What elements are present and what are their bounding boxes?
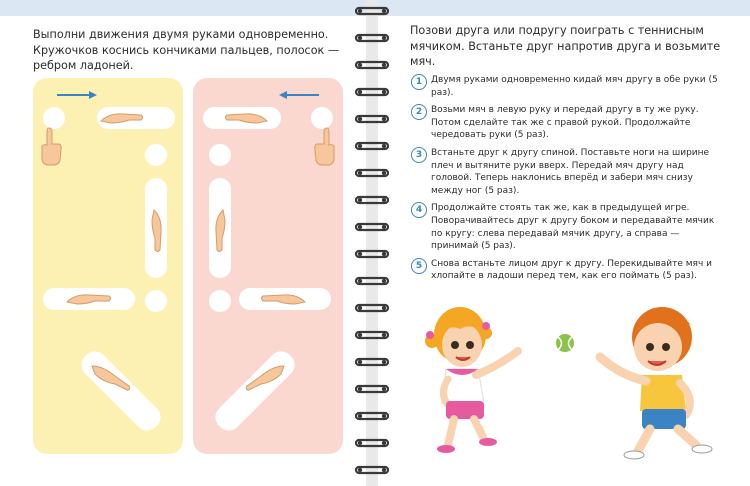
top-band: [378, 0, 750, 16]
palm-hand-icon: [223, 111, 269, 125]
arrow-right-icon: [55, 90, 99, 100]
touch-circle: [145, 144, 167, 166]
binding-ring: [352, 463, 392, 477]
binding-ring: [352, 355, 392, 369]
binding-ring: [352, 436, 392, 450]
exercise-panel-left: [33, 78, 183, 454]
step-number-badge: 4: [411, 202, 427, 218]
list-item: [411, 74, 721, 99]
step-text: Продолжайте стоять так же, как в предыдущей игре. Поворачивайтесь друг к другу боком и передавайте мячик по кругу: слева передавай мячик другу, а справа — принимай (5 раз).: [431, 203, 715, 252]
list-item: [411, 147, 721, 197]
palm-hand-icon: [259, 292, 309, 306]
binding-ring: [352, 31, 392, 45]
left-instructions: Выполни движения двумя руками одновременно. Кружочков коснись кончиками пальцев, полосок — ребром ладоней.: [33, 28, 340, 72]
binding-ring: [352, 220, 392, 234]
tennis-ball-icon: [556, 334, 574, 352]
game-steps-list: [411, 74, 721, 288]
right-instructions: Позови друга или подругу поиграть с теннисным мячиком. Встаньте друг напротив друга и возьмите мяч.: [410, 24, 721, 68]
binding-ring: [352, 409, 392, 423]
binding-ring: [352, 328, 392, 342]
step-text: Возьми мяч в левую руку и передай другу в ту же руку. Потом сделайте так же с правой рукой. Продолжайте чередовать руки (5 раз).: [431, 105, 699, 141]
kids-playing-catch-illustration: [410, 295, 740, 475]
step-number-badge: 2: [411, 104, 427, 120]
binding-ring: [352, 58, 392, 72]
finger-hand-icon: [313, 126, 337, 166]
list-item: [411, 104, 721, 142]
binding-ring: [352, 4, 392, 18]
binding-ring: [352, 193, 392, 207]
binding-ring: [352, 382, 392, 396]
palm-hand-icon: [150, 208, 164, 252]
touch-circle: [209, 144, 231, 166]
palm-hand-icon: [243, 362, 287, 392]
step-text: Встаньте друг к другу спиной. Поставьте ноги на ширине плеч и вытяните руки вверх. Передай мяч другу над головой. Теперь наклонись вперёд и забери мяч снизу между ног (5 раз).: [431, 147, 710, 196]
palm-hand-icon: [213, 208, 227, 252]
list-item: [411, 202, 721, 252]
binding-ring: [352, 139, 392, 153]
finger-hand-icon: [39, 126, 63, 166]
step-number-badge: 3: [411, 147, 427, 163]
girl-illustration: [425, 307, 518, 453]
binding-ring: [352, 247, 392, 261]
binding-ring: [352, 274, 392, 288]
touch-circle: [145, 290, 167, 312]
boy-illustration: [600, 307, 712, 459]
top-band: [0, 0, 366, 16]
palm-hand-icon: [99, 111, 145, 125]
arrow-left-icon: [277, 90, 321, 100]
step-text: Снова встаньте лицом друг к другу. Перекидывайте мяч и хлопайте в ладоши перед тем, как его поймать (5 раз).: [431, 258, 712, 282]
touch-circle: [209, 290, 231, 312]
binding-ring: [352, 301, 392, 315]
list-item: [411, 258, 721, 283]
binding-ring: [352, 112, 392, 126]
step-text: Двумя руками одновременно кидай мяч другу в обе руки (5 раз).: [431, 75, 718, 98]
binding-ring: [352, 166, 392, 180]
step-number-badge: 1: [411, 74, 427, 90]
palm-hand-icon: [63, 292, 113, 306]
palm-hand-icon: [89, 362, 133, 392]
step-number-badge: 5: [411, 258, 427, 274]
exercise-panel-right: [193, 78, 343, 454]
binding-ring: [352, 85, 392, 99]
